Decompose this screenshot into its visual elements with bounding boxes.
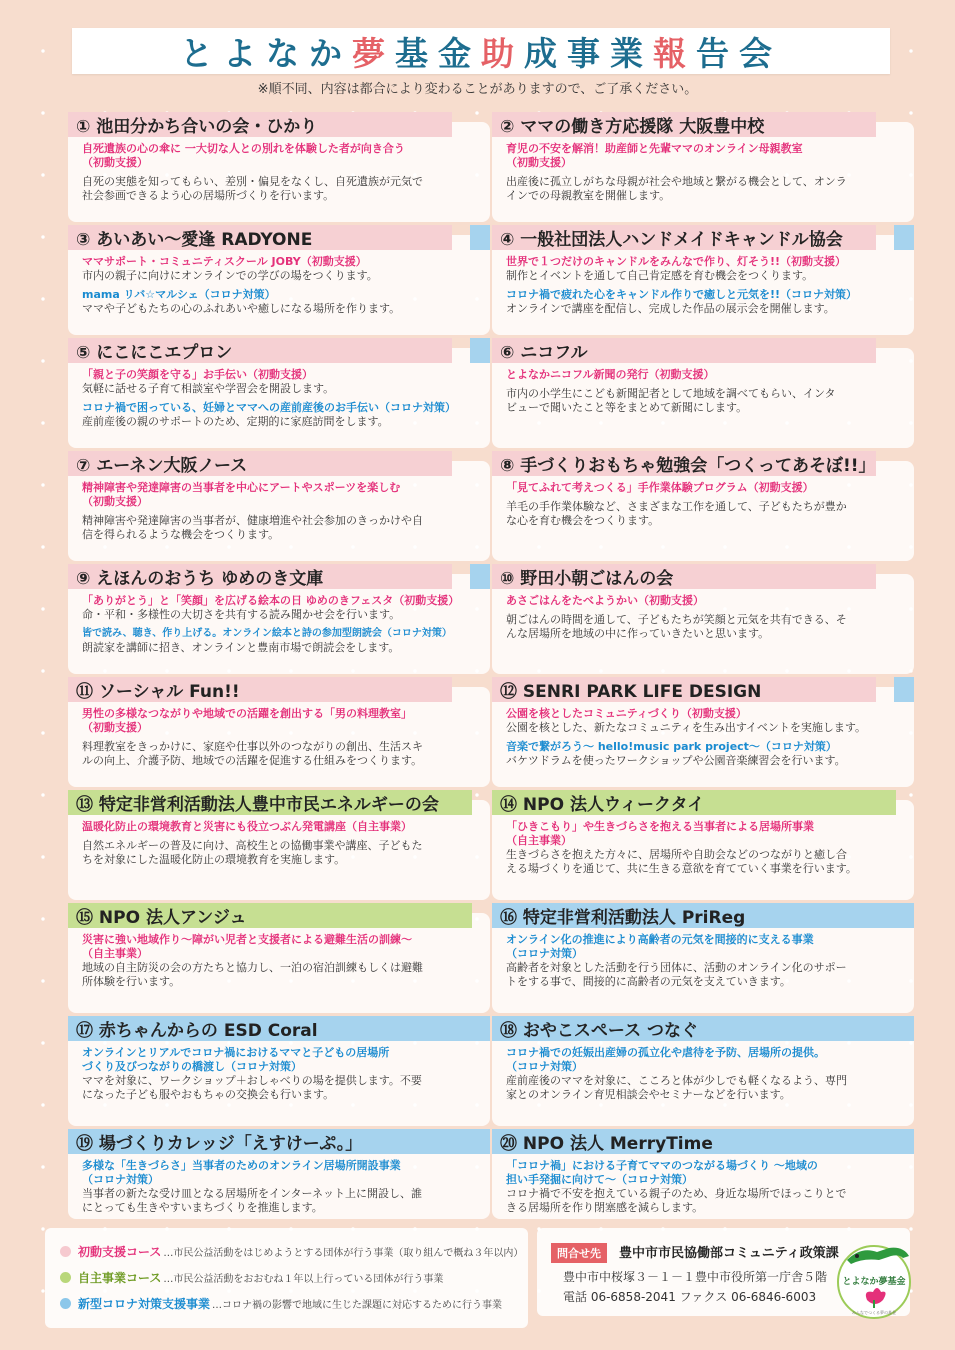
card-title: ⑲ 場づくりカレッジ「えすけーぷ。」 (68, 1129, 490, 1154)
card-title: ④ 一般社団法人ハンドメイドキャンドル協会 (492, 225, 876, 250)
legend-item-independent: 自主事業コース …市民公益活動をおおむね１年以上行っている団体が行う事業 (60, 1269, 443, 1286)
page-title: とよなか 夢 基金 助 成事業 報 告会 (72, 28, 890, 74)
card-title: ⑧ 手づくりおもちゃ勉強会「つくってあそぼ!!」 (492, 451, 876, 476)
svg-text:みんなでつくる夢の基金: みんなでつくる夢の基金 (852, 1310, 896, 1315)
legend-item-initial: 初動支援コース …市民公益活動をはじめようとする団体が行う事業（取り組んで概ね３年以内） (60, 1243, 523, 1260)
project-card-10: ⑩ 野田小朝ごはんの会 あさごはんをたべようかい（初動支援） 朝ごはんの時間を通して、子どもたちが笑顔と元気を共有できる、そ んな居場所を地域の中に作っていきたいと思います。 (492, 574, 914, 674)
project-card-7: ⑦ エーネン大阪ノース 精神障害や発達障害の当事者を中心にアートやスポーツを楽しむ （初動支援） 精神障害や発達障害の当事者が、健康増進や社会参加のきっかけや自 信を得られるような機会をつくります。 (68, 461, 490, 561)
legend-item-corona: 新型コロナ対策支援事業 …コロナ禍の影響で地域に生じた課題に対応するために行う事業 (60, 1295, 502, 1312)
contact-phone: 電話 06-6858-2041 ファクス 06-6846-6003 (563, 1290, 817, 1304)
corona-marker (470, 338, 490, 363)
notice-text: ※順不同、内容は都合により変わることがありますので、ご了承ください。 (257, 82, 698, 97)
card-title: ⑱ おやこスペース つなぐ (492, 1016, 914, 1041)
project-card-2: ② ママの働き方応援隊 大阪豊中校 育児の不安を解消！助産師と先輩ママのオンライン母親教室 （初動支援） 出産後に孤立しがちな母親が社会や地域と繋がる機会として、オンラ インでの母親教室を開催します。 (492, 122, 914, 222)
corona-marker (894, 677, 914, 702)
card-title: ⑤ にこにこエプロン (68, 338, 452, 363)
card-title: ⑪ ソーシャル Fun!! (68, 677, 452, 702)
contact-tag: 問合せ先 (551, 1243, 607, 1263)
blue-dot-icon (60, 1298, 71, 1309)
card-title: ⑰ 赤ちゃんからの ESD Coral (68, 1016, 490, 1041)
card-title: ⑭ NPO 法人ウィークタイ (492, 790, 896, 815)
contact-department: 豊中市市民協働部コミュニティ政策課 (619, 1246, 839, 1261)
card-title: ③ あいあい～愛逢 RADYONE (68, 225, 452, 250)
card-title: ⑦ エーネン大阪ノース (68, 451, 452, 476)
course-legend (45, 1228, 528, 1328)
card-title: ⑫ SENRI PARK LIFE DESIGN (492, 677, 876, 702)
card-title: ⑳ NPO 法人 MerryTime (492, 1129, 914, 1154)
project-card-18: ⑱ おやこスペース つなぐ コロナ禍での妊娠出産婦の孤立化や虐待を予防、居場所の提供。 （コロナ対策） 産前産後のママを対象に、こころと体が少しでも軽くなるよう、専門 家とのオンライン育児相談会やセミナーなどを行います。 (492, 1026, 914, 1126)
card-title: ⑯ 特定非営利活動法人 PriReg (492, 903, 914, 928)
project-card-19: ⑲ 場づくりカレッジ「えすけーぷ。」 多様な「生きづらさ」当事者のためのオンライン居場所開設事業 （コロナ対策） 当事者の新たな受け皿となる居場所をインターネット上に開設し、誰 にとっても生きやすいまちづくりを推進します。 (68, 1139, 490, 1219)
project-card-1: ① 池田分かち合いの会・ひかり 自死遺族の心の傘に 一大切な人との別れを体験した者が向き合う （初動支援） 自死の実態を知ってもらい、差別・偏見をなくし、自死遺族が元気で 社会参画できるよう心の居場所づくりを行います。 (68, 122, 490, 222)
project-card-17: ⑰ 赤ちゃんからの ESD Coral オンラインとリアルでコロナ禍におけるママと子どもの居場所 づくり及びつながりの橋渡し（コロナ対策） ママを対象に、ワークショップ＋おしゃべりの場を提供します。不要 になった子ども服やおもちゃの交換会も行います。 (68, 1026, 490, 1126)
corona-marker (470, 564, 490, 589)
project-card-5: ⑤ にこにこエプロン 「親と子の笑顔を守る」お手伝い（初動支援） 気軽に話せる子育て相談室や学習会を開設します。 コロナ禍で困っている、妊婦とママへの産前産後のお手伝い（コロナ対策） 産前産後の親のサポートのため、定期的に家庭訪問をします。 (68, 348, 490, 448)
project-card-6: ⑥ ニコフル とよなかニコフル新聞の発行（初動支援） 市内の小学生にこども新聞記者として地域を調べてもらい、インタ ビューで聞いたこと等をまとめて新聞にします。 (492, 348, 914, 448)
project-card-12: ⑫ SENRI PARK LIFE DESIGN 公園を核としたコミュニティづくり（初動支援） 公園を核とした、新たなコミュニティを生み出すイベントを実施します。 音楽で繋がろう～ hello!music park project～（コロナ対策） バケツドラムを使ったワークショップや公園音楽練習会を行います。 (492, 687, 914, 787)
card-title: ② ママの働き方応援隊 大阪豊中校 (492, 112, 876, 137)
project-card-15: ⑮ NPO 法人アンジュ 災害に強い地域作り～障がい児者と支援者による避難生活の訓練～ （自主事業） 地域の自主防災の会の方たちと協力し、一泊の宿泊訓練もしくは避難 所体験を行います。 (68, 913, 490, 1013)
card-title: ⑨ えほんのおうち ゆめのき文庫 (68, 564, 452, 589)
svg-text:とよなか夢基金: とよなか夢基金 (842, 1277, 906, 1287)
project-card-4: ④ 一般社団法人ハンドメイドキャンドル協会 世界で１つだけのキャンドルをみんなで作り、灯そう!!（初動支援） 制作とイベントを通して自己肯定感を育む機会をつくります。 コロナ禍で疲れた心をキャンドル作りで癒しと元気を!!（コロナ対策） オンラインで講座を配信し、完成した作品の展示会を開催します。 (492, 235, 914, 335)
project-card-13: ⑬ 特定非営利活動法人豊中市民エネルギーの会 温暖化防止の環境教育と災害にも役立つぶん発電講座（自主事業） 自然エネルギーの普及に向け、高校生との協働事業や講座、子どもた ちを対象にした温暖化防止の環境教育を実施します。 (68, 800, 490, 900)
card-title: ⑮ NPO 法人アンジュ (68, 903, 472, 928)
project-card-3: ③ あいあい～愛逢 RADYONE ママサポート・コミュニティスクール JOBY（初動支援） 市内の親子に向けにオンラインでの学びの場をつくります。 mama リバ☆マルシェ（コロナ対策） ママや子どもたちの心のふれあいや癒しになる場所を作ります。 (68, 235, 490, 335)
corona-marker (470, 225, 490, 250)
project-card-9: ⑨ えほんのおうち ゆめのき文庫 「ありがとう」と「笑顔」を広げる絵本の日 ゆめのきフェスタ（初動支援） 命・平和・多様性の大切さを共有する読み聞かせ会を行います。 皆で読み、聴き、作り上げる。オンライン絵本と詩の参加型朗読会（コロナ対策） 朗読家を講師に招き、オンラインと豊南市場で朗読会をします。 (68, 574, 490, 674)
project-card-16: ⑯ 特定非営利活動法人 PriReg オンライン化の推進により高齢者の元気を間接的に支える事業 （コロナ対策） 高齢者を対象とした活動を行う団体に、活動のオンライン化のサポー トをする事で、間接的に高齢者の元気を支えていきます。 (492, 913, 914, 1013)
card-title: ⑥ ニコフル (492, 338, 876, 363)
card-title: ① 池田分かち合いの会・ひかり (68, 112, 452, 137)
corona-marker (894, 225, 914, 250)
project-card-11: ⑪ ソーシャル Fun!! 男性の多様なつながりや地域での活躍を創出する「男の料理教室」 （初動支援） 料理教室をきっかけに、家庭や仕事以外のつながりの創出、生活スキ ルの向上、介護予防、地域での活躍を促進する仕組みをつくります。 (68, 687, 490, 787)
green-dot-icon (60, 1272, 71, 1283)
project-card-20: ⑳ NPO 法人 MerryTime 「コロナ禍」における子育てママのつながる場づくり ～地域の 担い手発掘に向けて～（コロナ対策） コロナ禍で不安を抱えている親子のため、身近な場所でほっこりとで きる居場所を作り閉塞感を減らします。 (492, 1139, 914, 1219)
contact-address: 豊中市中桜塚３－１－１豊中市役所第一庁舎５階 (563, 1270, 828, 1284)
card-title: ⑬ 特定非営利活動法人豊中市民エネルギーの会 (68, 790, 472, 815)
project-card-8: ⑧ 手づくりおもちゃ勉強会「つくってあそぼ!!」 「見てふれて考えつくる」手作業体験プログラム（初動支援） 羊毛の手作業体験など、さまざまな工作を通して、子どもたちが豊か な心を育む機会をつくります。 (492, 461, 914, 561)
yume-kikin-logo (833, 1238, 915, 1320)
project-card-14: ⑭ NPO 法人ウィークタイ 「ひきこもり」や生きづらさを抱える当事者による居場所事業 （自主事業） 生きづらさを抱えた方々に、居場所や自助会などのつながりと癒し合 える場づくりを通じて、共に生きる意欲を育てていく事業を行います。 (492, 800, 914, 900)
pink-dot-icon (60, 1246, 71, 1257)
card-title: ⑩ 野田小朝ごはんの会 (492, 564, 876, 589)
